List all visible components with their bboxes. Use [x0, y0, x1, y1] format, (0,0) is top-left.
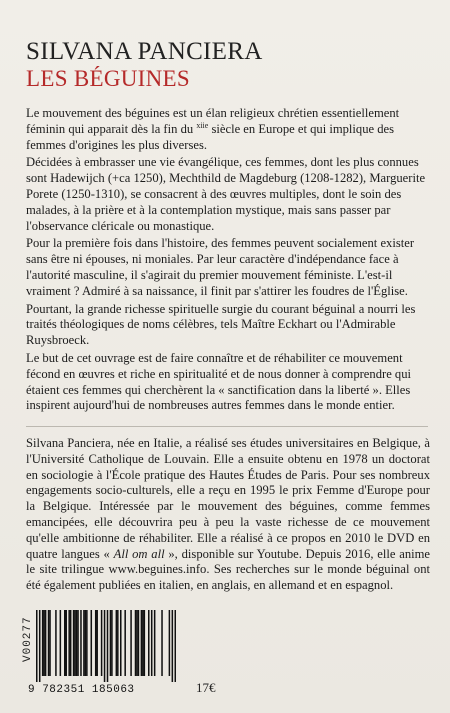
barcode-bar [144, 610, 146, 676]
barcode-bar [42, 610, 44, 676]
barcode-bar [55, 610, 57, 676]
barcode-bar [141, 610, 143, 676]
product-code: V00277 [22, 616, 34, 662]
barcode-bar [74, 610, 76, 676]
barcode-bar [86, 610, 88, 676]
barcode-bar [154, 610, 156, 676]
barcode-bar [65, 610, 67, 676]
barcode-block [14, 606, 184, 704]
barcode-bar [104, 610, 106, 682]
barcode-bar [76, 610, 78, 676]
barcode-bar [64, 610, 66, 676]
barcode-bar [39, 610, 41, 682]
blurb-paragraph-3: Pour la première fois dans l'histoire, des femmes peuvent socialement exister sans être ni épouses, ni moniales. Par leur caractère d'indépendance face à l'autorité masculine, il s'agirait du premier mouvement féministe. L'est-il vraiment ? Admiré à sa naissance, il finit par s'attirer les foudres de l'Église. [26, 236, 415, 298]
barcode-icon [36, 610, 176, 682]
dvd-title: All om all [113, 546, 165, 561]
barcode-bar [151, 610, 153, 676]
barcode-bar [116, 610, 118, 676]
author-name: SILVANA PANCIERA [26, 38, 263, 65]
barcode-bar [91, 610, 93, 676]
barcode-bar [48, 610, 50, 676]
barcode-bar [110, 610, 112, 676]
barcode-bar [136, 610, 138, 676]
barcode-bar [135, 610, 137, 676]
barcode-bar [43, 610, 45, 676]
barcode-bar [77, 610, 79, 676]
section-divider [26, 426, 428, 427]
barcode-bar [148, 610, 150, 676]
barcode-bar [85, 610, 87, 676]
barcode-bar [107, 610, 109, 682]
barcode-bar [124, 610, 126, 676]
century-numeral: xiie [196, 120, 209, 130]
barcode-bar [68, 610, 70, 676]
barcode-bar [70, 610, 72, 676]
barcode-bar [169, 610, 171, 676]
barcode-bar [117, 610, 119, 676]
barcode-bar [95, 610, 97, 676]
blurb-paragraph-1: Le mouvement des béguines est un élan religieux chrétien essentiellement féminin qui apparait dès la fin du $^{xiie}$ siècle en Europe et qui implique des femmes d'origines les plus diverses. [26, 106, 400, 152]
barcode-bar [161, 610, 163, 676]
price-label: 17€ [196, 680, 216, 695]
blurb-paragraph-4: Pourtant, la grande richesse spirituelle surgie du courant béguinal a nourri les traités théologiques de noms célèbres, tels Maître Eckhart ou l'Admirable Ruysbroeck. [26, 301, 416, 348]
barcode-bar [172, 610, 174, 682]
barcode-bar [120, 610, 122, 676]
barcode-bar [142, 610, 144, 676]
barcode-bar [36, 610, 38, 682]
barcode-bar [138, 610, 140, 676]
barcode-bar [130, 610, 132, 676]
barcode-bar [96, 610, 98, 676]
barcode-bar [49, 610, 51, 676]
blurb-text [26, 106, 428, 414]
barcode-bar [73, 610, 75, 676]
barcode-bar [83, 610, 85, 676]
barcode-bar [101, 610, 103, 676]
isbn-number: 9 782351 185063 [28, 684, 135, 696]
author-biography [26, 436, 430, 594]
book-title: LES BÉGUINES [26, 66, 190, 91]
barcode-bar [80, 610, 82, 676]
barcode-bar [175, 610, 176, 682]
biography-paragraph: Silvana Panciera, née en Italie, a réalisé ses études universitaires en Belgique, à l'Université Catholique de Louvain. Elle a ensuite obtenu en 1978 un doctorat en sociologie à l'École pratique des Hautes Études de Paris. Pour ses nombreux engagements socio-culturels, elle a reçu en 1995 le prix Femme d'Europe pour la Belgique. Intéressée par le mouvement des béguines, comme femmes emancipées, elle découvrira peu à peu la vaste richesse de ce mouvement qu'elle ambitionne de réhabiliter. Elle a réalisé à ce propos en 2010 le DVD en quatre langues « All om all », disponible sur Youtube. Depuis 2016, elle anime le site trilingue www.beguines.info. Ses recherches sur le monde béguinal ont été également publiées en italien, en anglais, en allemand et en espagnol. [26, 436, 430, 593]
blurb-paragraph-5: Le but de cet ouvrage est de faire connaître et de réhabiliter ce mouvement fécond en œuvres et riche en spiritualité et de nous donner à comprendre qui étaient ces femmes qui cherchèrent la « sanctification dans la liberté ». Elles inspirent aujourd'hui de nombreuses autres femmes dans le monde entier. [26, 350, 412, 413]
barcode-bar [60, 610, 62, 676]
blurb-paragraph-2: Décidées à embrasser une vie évangélique, ces femmes, dont les plus connues sont Hadewijch (+ca 1250), Mechthild de Magdeburg (1208-1282), Marguerite Porete (1250-1310), se consacrent à des œuvres multiples, dont le soin des malades, à la prière et à la contemplation mystique, mais sans passer par l'observance cléricale ou monastique. [26, 155, 426, 233]
barcode-bar [45, 610, 47, 676]
barcode-bar [111, 610, 113, 676]
